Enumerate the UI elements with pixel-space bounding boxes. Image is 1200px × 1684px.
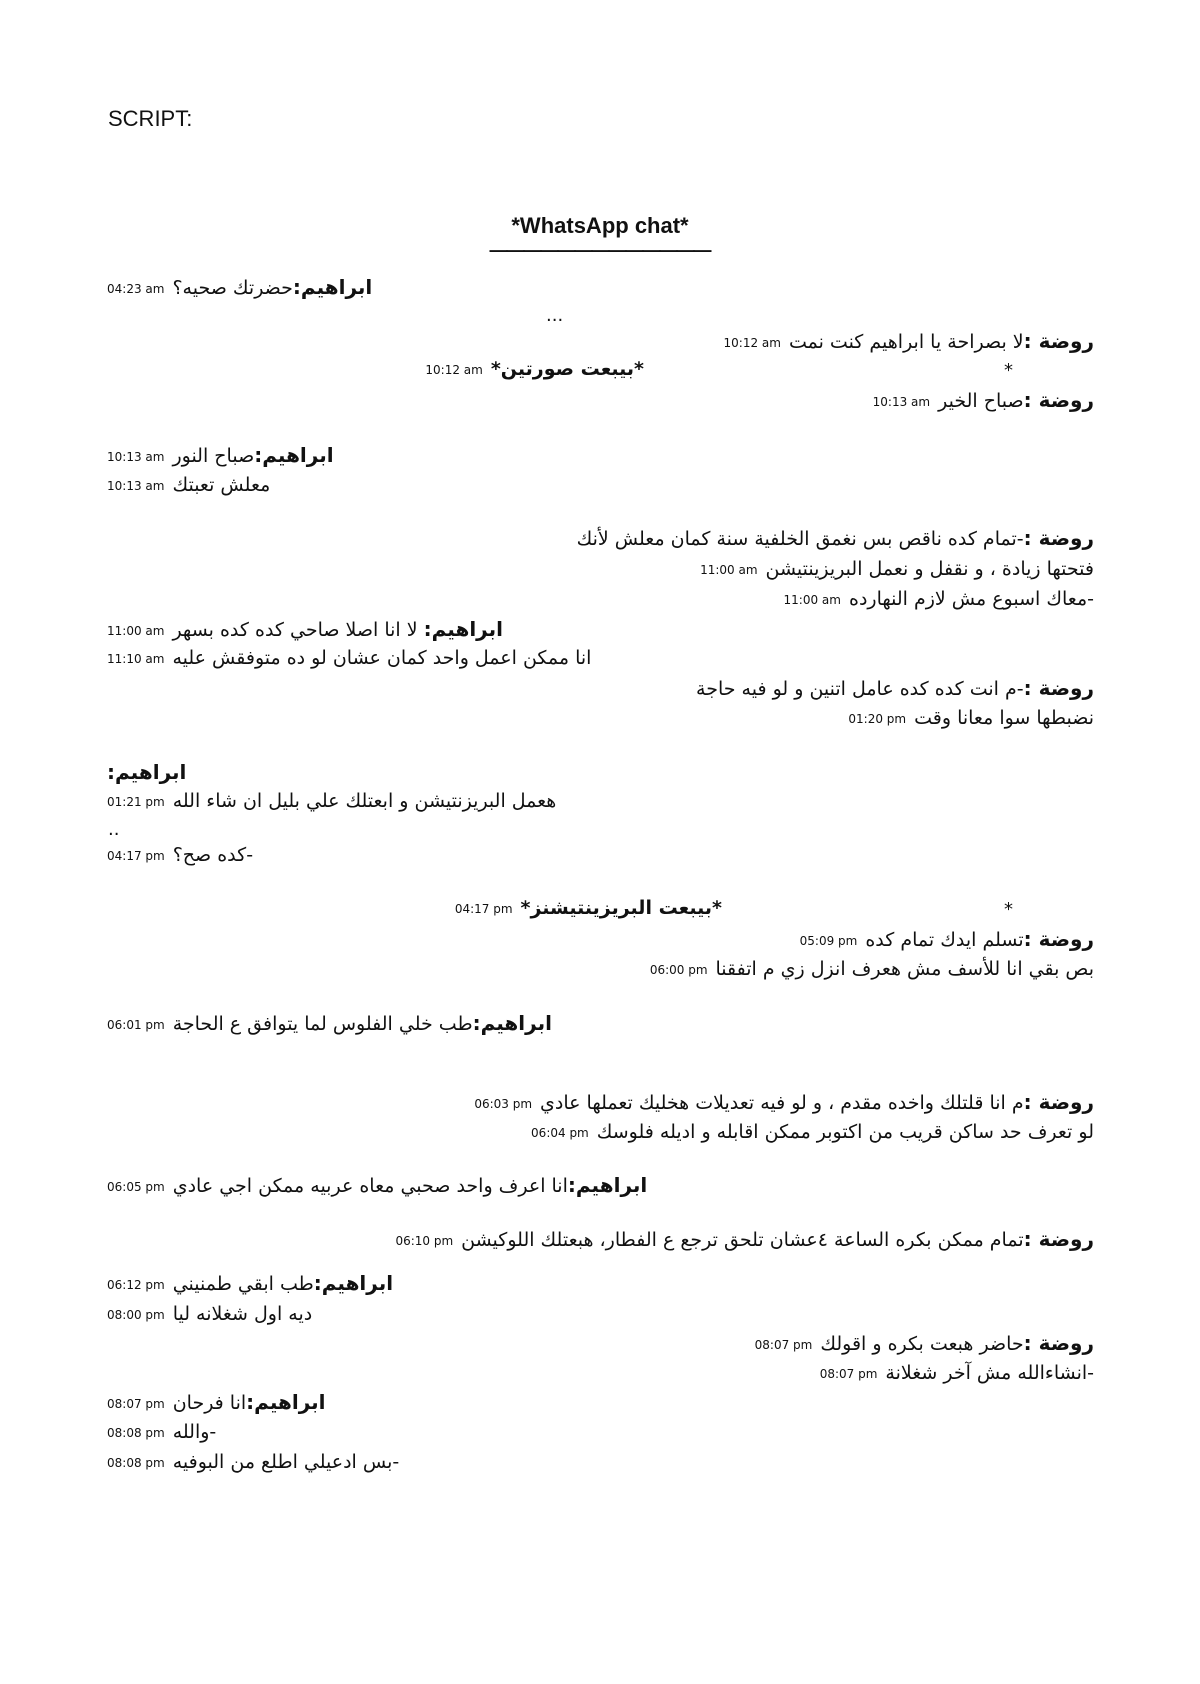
message-text: طب ابقي طمنيني: [172, 1273, 314, 1295]
speaker-name: روضة :: [1023, 676, 1094, 700]
timestamp: 11:10 am: [107, 652, 165, 666]
message-text: -بس ادعيلي اطلع من البوفيه: [172, 1451, 400, 1473]
message-text: انا اعرف واحد صحبي معاه عربيه ممكن اجي عادي: [172, 1175, 568, 1197]
speaker-name: ابراهيم:: [313, 1271, 394, 1295]
chat-line: [107, 1302, 312, 1327]
timestamp: 04:23 am: [107, 282, 165, 296]
chat-line: [395, 1227, 1094, 1253]
chat-line: [755, 1331, 1094, 1357]
message-text: صباح النور: [172, 445, 255, 467]
timestamp: 11:00 am: [700, 563, 758, 577]
timestamp: 04:17 pm: [107, 849, 165, 863]
timestamp: 08:07 pm: [107, 1397, 165, 1411]
message-text: *بيبعت صورتين*: [490, 358, 644, 380]
speaker-name: روضة :: [1023, 1227, 1094, 1251]
message-text: م انا قلتلك واخده مقدم ، و لو فيه تعديلات هخليك تعملها عادي: [540, 1092, 1024, 1114]
message-text: -انشاءالله مش آخر شغلانة: [885, 1362, 1094, 1384]
message-text: فتحتها زيادة ، و نقفل و نعمل البريزينتيشن: [765, 558, 1094, 580]
speaker-name: روضة :: [1023, 1090, 1094, 1114]
chat-line: [650, 957, 1094, 982]
chat-line: [700, 557, 1094, 582]
chat-line: [107, 443, 334, 469]
title-underline: —————————————: [489, 240, 711, 260]
speaker-name: ابراهيم:: [292, 275, 373, 299]
timestamp: 10:12 am: [425, 363, 483, 377]
speaker-name: ابراهيم:: [107, 760, 187, 784]
ellipsis: ..: [108, 819, 120, 840]
speaker-name: روضة :: [1023, 927, 1094, 951]
chat-line: [873, 388, 1094, 414]
speaker-name: ابراهيم:: [567, 1173, 648, 1197]
message-text: -م انت كده كده عامل اتنين و لو فيه حاجة: [696, 678, 1024, 700]
message-text: حضرتك صحيه؟: [172, 277, 293, 299]
timestamp: 10:13 am: [107, 479, 165, 493]
chat-line: [107, 1011, 552, 1037]
message-text: لا بصراحة يا ابراهيم كنت نمت: [788, 331, 1024, 353]
message-text: تسلم ايدك تمام كده: [865, 929, 1024, 951]
timestamp: 10:13 am: [872, 395, 931, 409]
script-label: SCRIPT:: [108, 106, 193, 131]
chat-line: [696, 676, 1094, 701]
timestamp: 06:10 pm: [395, 1234, 454, 1248]
timestamp: 08:08 pm: [107, 1456, 165, 1470]
chat-line: [107, 1420, 216, 1445]
timestamp: 08:07 pm: [819, 1367, 878, 1381]
timestamp: 10:12 am: [723, 336, 781, 350]
chat-line: [107, 789, 556, 814]
speaker-name: روضة :: [1023, 1331, 1094, 1355]
message-text: هعمل البريزنتيشن و ابعتلك علي بليل ان شاء الله: [172, 790, 557, 812]
message-text: -تمام كده ناقص بس نغمق الخلفية سنة كمان معلش لأنك: [576, 528, 1024, 550]
message-text: تمام ممكن بكره الساعة ٤عشان تلحق ترجع ع الفطار، هبعتلك اللوكيشن: [461, 1229, 1024, 1251]
chat-line: [107, 646, 591, 671]
message-text: طب خلي الفلوس لما يتوافق ع الحاجة: [172, 1013, 473, 1035]
speaker-name: ابراهيم:: [423, 617, 503, 641]
speaker-name: ابراهيم:: [246, 1390, 326, 1414]
timestamp: 10:13 am: [107, 450, 165, 464]
message-text: -كده صح؟: [172, 844, 254, 866]
chat-line: [531, 1120, 1094, 1145]
chat-line: [107, 275, 372, 301]
speaker-name: روضة :: [1023, 388, 1094, 412]
timestamp: 06:01 pm: [107, 1018, 165, 1032]
timestamp: 08:07 pm: [754, 1338, 813, 1352]
message-text: بص بقي انا للأسف مش هعرف انزل زي م اتفقنا: [715, 958, 1094, 980]
chat-line: [784, 587, 1094, 612]
chat-line: [848, 706, 1094, 731]
message-text: انا فرحان: [172, 1392, 247, 1414]
speaker-name: روضة :: [1023, 329, 1094, 353]
timestamp: 01:21 pm: [107, 795, 165, 809]
chat-line: [724, 329, 1095, 355]
message-text: معلش تعبتك: [172, 474, 271, 496]
timestamp: 08:00 pm: [107, 1308, 165, 1322]
chat-line: [107, 760, 186, 785]
message-text: ديه اول شغلانه ليا: [172, 1303, 313, 1325]
message-text: حاضر هبعت بكره و اقولك: [820, 1333, 1024, 1355]
message-text: صباح الخير: [938, 390, 1024, 412]
ellipsis: ...: [546, 305, 564, 326]
message-text: لو تعرف حد ساكن قريب من اكتوبر ممكن اقابله و اديله فلوسك: [596, 1121, 1094, 1143]
chat-line: [107, 1271, 393, 1297]
chat-line: [577, 526, 1094, 551]
timestamp: 11:00 am: [107, 624, 165, 638]
speaker-name: روضة :: [1023, 526, 1094, 550]
timestamp: 06:00 pm: [649, 963, 708, 977]
timestamp: 04:17 pm: [454, 902, 513, 916]
chat-line: [107, 617, 503, 643]
timestamp: 06:04 pm: [531, 1126, 589, 1140]
chat-line: [107, 1390, 326, 1416]
chat-title: *WhatsApp chat*: [511, 213, 689, 238]
timestamp: 06:12 pm: [107, 1278, 165, 1292]
chat-line: [820, 1361, 1094, 1386]
timestamp: 01:20 pm: [848, 712, 907, 726]
timestamp: 08:08 pm: [107, 1426, 165, 1440]
chat-line: [107, 1173, 647, 1199]
timestamp: 06:03 pm: [474, 1097, 533, 1111]
chat-line: [107, 473, 270, 498]
message-text: -معاك اسبوع مش لازم النهارده: [848, 588, 1094, 610]
message-text: انا ممكن اعمل واحد كمان عشان لو ده متوفقش عليه: [172, 647, 592, 669]
speaker-name: ابراهيم:: [254, 443, 334, 467]
speaker-name: ابراهيم:: [472, 1011, 552, 1035]
message-text: -والله: [172, 1421, 217, 1443]
timestamp: 05:09 pm: [799, 934, 858, 948]
timestamp: 11:00 am: [783, 593, 841, 607]
chat-line: [800, 927, 1094, 953]
message-text: *بيبعت البريزينتيشنز*: [520, 897, 722, 919]
chat-line: [107, 1450, 399, 1475]
asterisk-marker: *: [1004, 899, 1013, 920]
chat-line: [107, 843, 253, 868]
asterisk-marker: *: [1004, 360, 1013, 381]
chat-line: [425, 357, 644, 382]
timestamp: 06:05 pm: [107, 1180, 165, 1194]
chat-line: [455, 896, 722, 921]
message-text: نضبطها سوا معانا وقت: [914, 707, 1094, 729]
chat-line: [474, 1090, 1094, 1116]
message-text: لا انا اصلا صاحي كده كده بسهر: [172, 619, 424, 641]
